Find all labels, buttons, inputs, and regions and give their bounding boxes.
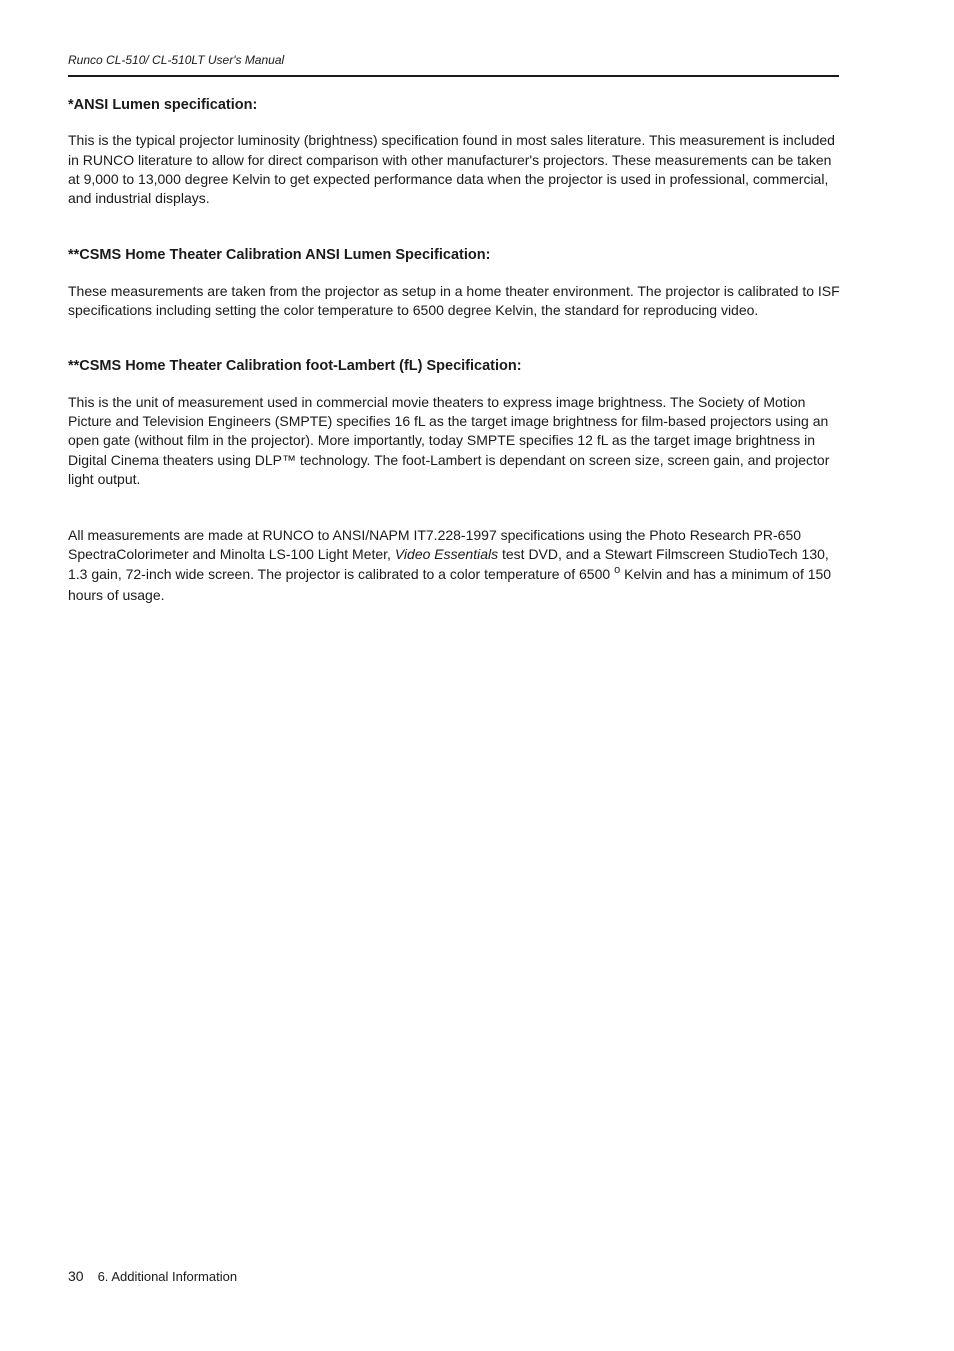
measurements-text-part1: All measurements are made at RUNCO to ANSI/NAPM IT7.228-1997 specifications using the Photo Research PR-650 SpectraColorimeter and Minolta LS-100 Light Meter, [68, 527, 802, 563]
degree-symbol: o [614, 563, 621, 576]
section-ansi-lumen [68, 96, 842, 208]
running-header: Runco CL-510/ CL-510LT User's Manual [68, 53, 285, 67]
measurements-paragraph [68, 526, 842, 605]
section-heading: **CSMS Home Theater Calibration ANSI Lumen Specification: [68, 247, 491, 264]
measurements-italic-title: Video Essentials [394, 546, 499, 563]
section-csms-foot-lambert [68, 357, 842, 489]
page-content [68, 96, 842, 605]
section-body: These measurements are taken from the projector as setup in a home theater environment. The projector is calibrated to ISF specifications including setting the color temperature to 6500 degree Kelvin, the standard for reproducing video. [68, 282, 840, 319]
measurements-text-part3: Kelvin and has a minimum of 150 hours of usage. [68, 565, 832, 604]
section-csms-ansi-lumen [68, 246, 842, 320]
measurements-text-part2: test DVD, and a Stewart Filmscreen StudioTech 130, 1.3 gain, 72-inch wide screen. The projector is calibrated to a color temperature of 6500 [68, 546, 829, 582]
header-rule [68, 75, 839, 77]
page-number: 30 [68, 1268, 84, 1284]
section-body: This is the unit of measurement used in commercial movie theaters to express image brightness. The Society of Motion Picture and Television Engineers (SMPTE) specifies 16 fL as the target image brightness for film-based projectors using an open gate (without film in the projector). More importantly, today SMPTE specifies 12 fL as the target image brightness in Digital Cinema theaters using DLP™ technology. The foot-Lambert is dependant on screen size, screen gain, and projector light output. [68, 393, 830, 487]
section-body: This is the typical projector luminosity (brightness) specification found in most sales literature. This measurement is included in RUNCO literature to allow for direct comparison with other manufacturer's projectors. These measurements can be taken at 9,000 to 13,000 degree Kelvin to get expected performance data when the projector is used in professional, commercial, and industrial displays. [68, 132, 835, 207]
chapter-title: 6. Additional Information [97, 1269, 238, 1284]
page-footer [68, 1268, 237, 1284]
section-heading: *ANSI Lumen specification: [68, 97, 258, 113]
section-heading: **CSMS Home Theater Calibration foot-Lambert (fL) Specification: [68, 358, 522, 375]
